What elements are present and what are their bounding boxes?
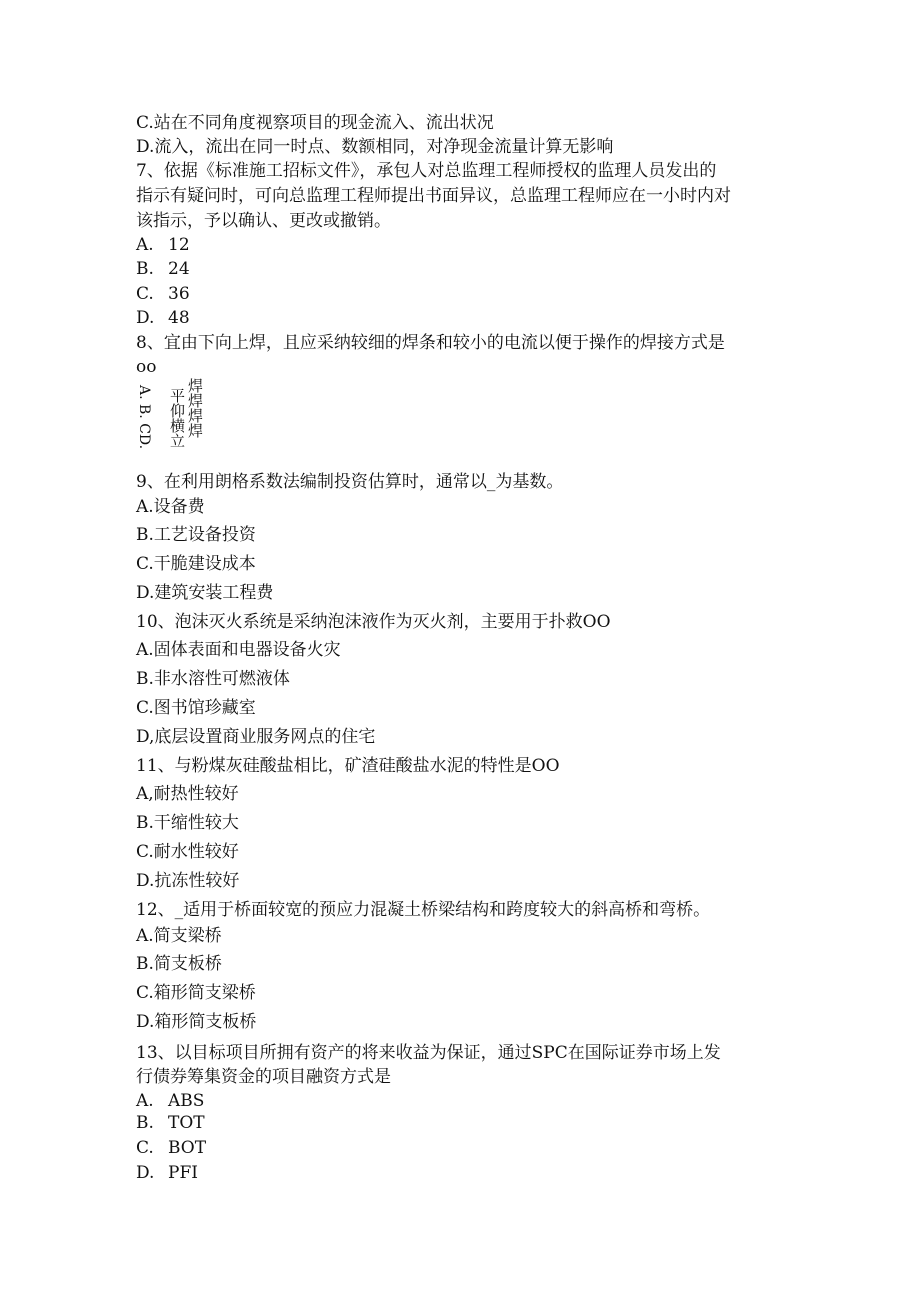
q12-option-b: B.简支板桥 — [136, 954, 222, 974]
q8-option-column-2: 焊焊焊焊 — [186, 378, 204, 438]
option-text: 12 — [168, 235, 190, 255]
q10-option-d: D,底层设置商业服务网点的住宅 — [136, 727, 376, 747]
q13-stem-line-2: 行债券筹集资金的项目融资方式是 — [136, 1067, 391, 1087]
option-letter: A. — [136, 1091, 154, 1111]
q7-option-c — [136, 283, 190, 305]
q13-stem-line-1: 13、以目标项目所拥有资产的将来收益为保证，通过SPC在国际证券市场上发 — [136, 1043, 721, 1063]
q12-stem: 12、_适用于桥面较宽的预应力混凝土桥梁结构和跨度较大的斜高桥和弯桥。 — [136, 900, 711, 920]
q7-option-a — [136, 234, 190, 256]
option-letter: C. — [136, 284, 154, 304]
q7-stem-line-1: 7、依据《标准施工招标文件》，承包人对总监理工程师授权的监理人员发出的 — [136, 161, 717, 181]
q7-option-b — [136, 258, 190, 280]
option-text: TOT — [168, 1113, 205, 1133]
q9-option-d: D.建筑安装工程费 — [136, 583, 274, 603]
option-text: 24 — [168, 259, 190, 279]
q11-option-b: B.干缩性较大 — [136, 813, 239, 833]
option-letter: D. — [136, 308, 155, 328]
q10-option-c: C.图书馆珍藏室 — [136, 698, 256, 718]
q9-stem: 9、在利用朗格系数法编制投资估算时，通常以_为基数。 — [136, 472, 564, 492]
q12-option-c: C.箱形简支梁桥 — [136, 983, 256, 1003]
q11-stem: 11、与粉煤灰硅酸盐相比，矿渣硅酸盐水泥的特性是OO — [136, 756, 560, 776]
option-text: 48 — [168, 308, 190, 328]
q13-option-b — [136, 1112, 205, 1134]
option-letter: C. — [136, 1138, 154, 1158]
q7-stem-line-3: 该指示，予以确认、更改或撤销。 — [136, 211, 391, 231]
option-letter: B. — [136, 259, 154, 279]
q6-option-c: C.站在不同角度视察项目的现金流入、流出状况 — [136, 113, 494, 133]
option-text: 36 — [168, 284, 190, 304]
q9-option-a: A.设备费 — [136, 497, 205, 517]
q13-option-a — [136, 1090, 204, 1112]
q10-stem: 10、泡沫灭火系统是采纳泡沫液作为灭火剂，主要用于扑救OO — [136, 612, 611, 632]
q12-option-d: D.箱形简支板桥 — [136, 1012, 257, 1032]
q11-option-c: C.耐水性较好 — [136, 842, 239, 862]
option-letter: D. — [136, 1163, 155, 1183]
option-letter: A. — [136, 235, 154, 255]
q12-option-a: A.简支梁桥 — [136, 926, 222, 946]
q9-option-b: B.工艺设备投资 — [136, 525, 256, 545]
option-text: ABS — [168, 1091, 205, 1111]
q8-stem-line-2: oo — [136, 357, 157, 377]
q6-option-d: D.流入，流出在同一时点、数额相同，对净现金流量计算无影响 — [136, 137, 614, 157]
q8-option-letters: A. B. CD. — [136, 385, 152, 450]
q8-option-column-1: 平仰横立 — [168, 388, 186, 448]
q13-option-d — [136, 1162, 198, 1184]
option-text: BOT — [168, 1138, 207, 1158]
q10-option-a: A.固体表面和电器设备火灾 — [136, 640, 341, 660]
q10-option-b: B.非水溶性可燃液体 — [136, 669, 290, 689]
q7-option-d — [136, 307, 190, 329]
q9-option-c: C.干脆建设成本 — [136, 554, 256, 574]
q8-stem-line-1: 8、宜由下向上焊，且应采纳较细的焊条和较小的电流以便于操作的焊接方式是 — [136, 333, 725, 353]
q11-option-d: D.抗冻性较好 — [136, 871, 240, 891]
q13-option-c — [136, 1137, 206, 1159]
q11-option-a: A,耐热性较好 — [136, 784, 239, 804]
option-letter: B. — [136, 1113, 154, 1133]
option-text: PFI — [168, 1163, 198, 1183]
q7-stem-line-2: 指示有疑问时，可向总监理工程师提出书面异议，总监理工程师应在一小时内对 — [136, 186, 731, 206]
